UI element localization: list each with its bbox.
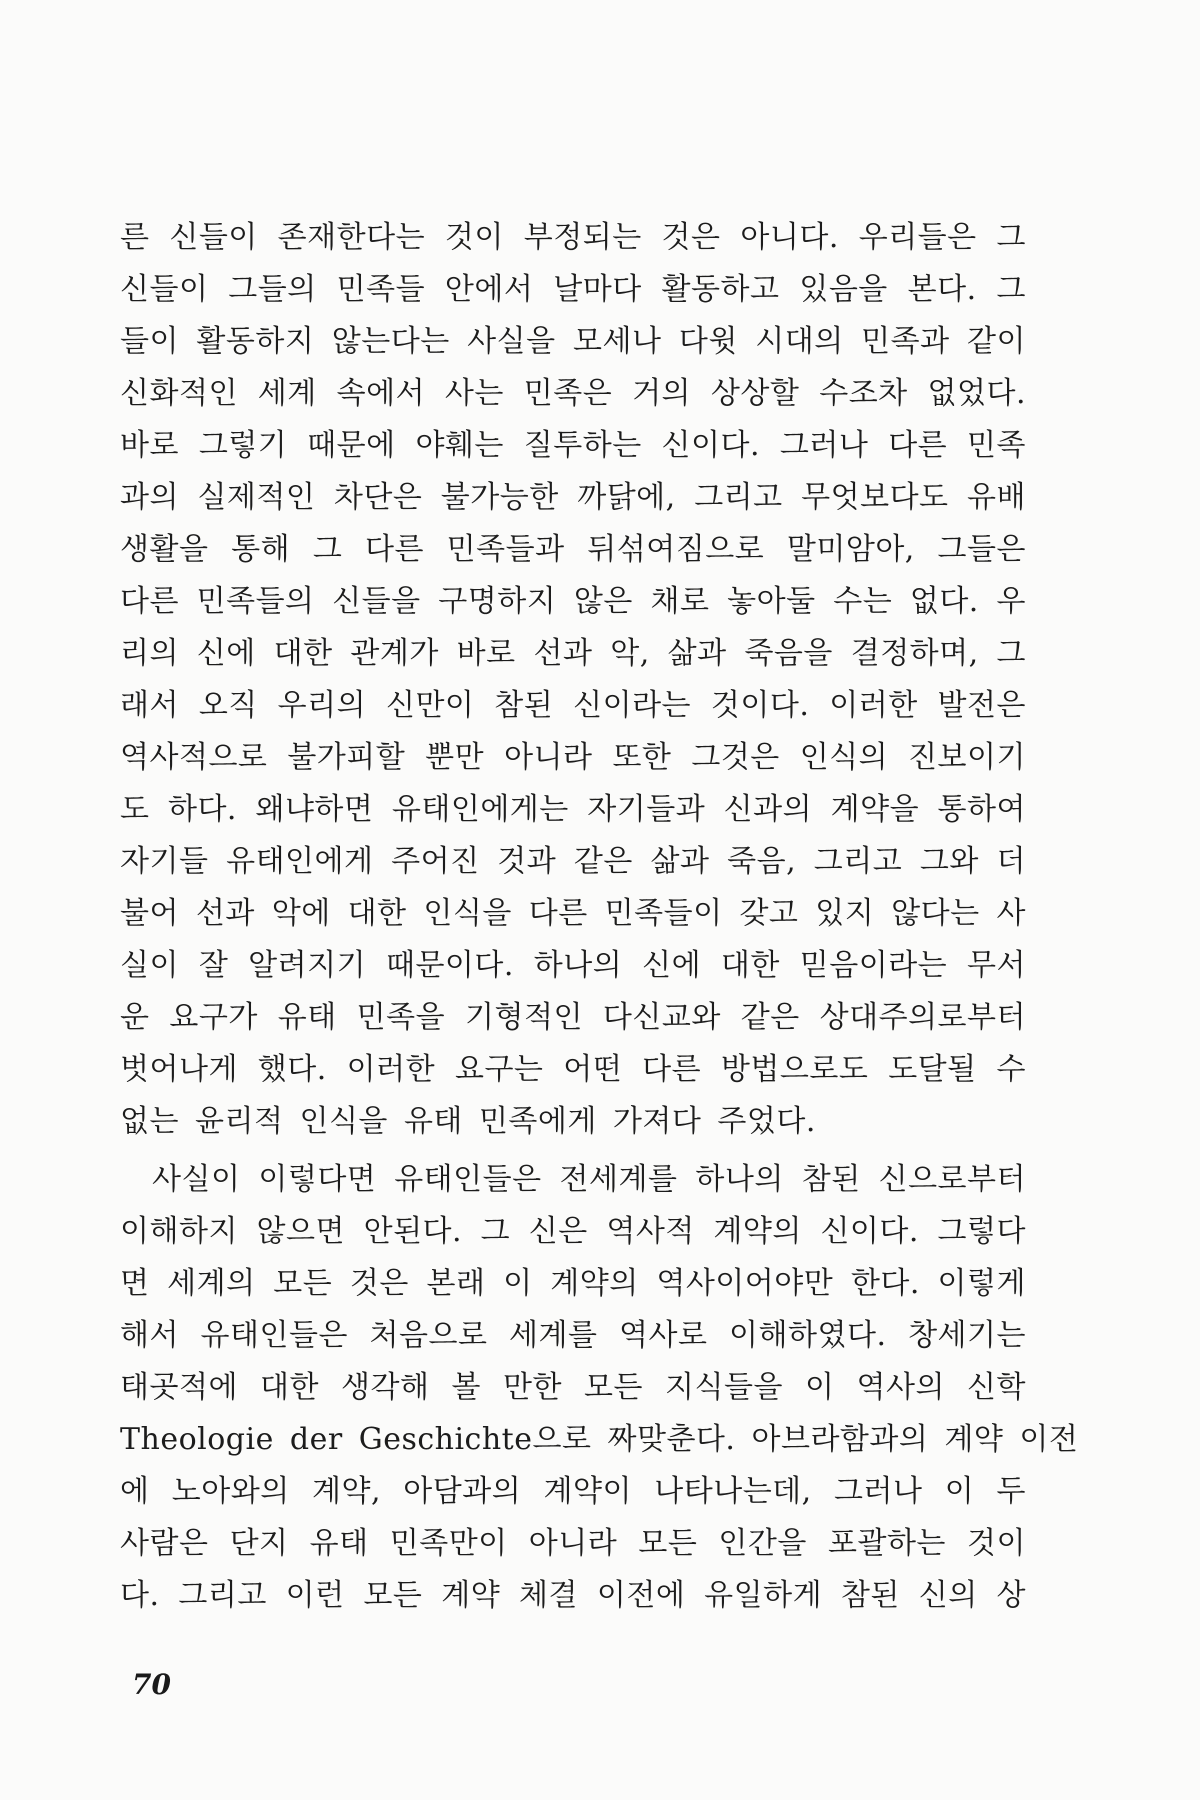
text-line: 신화적인 세계 속에서 사는 민족은 거의 상상할 수조차 없었다. bbox=[120, 376, 1026, 411]
page-number: 70 bbox=[132, 1668, 171, 1701]
text-line: 이해하지 않으면 안된다. 그 신은 역사적 계약의 신이다. 그렇다 bbox=[120, 1214, 1026, 1249]
text-line: 생활을 통해 그 다른 민족들과 뒤섞여짐으로 말미암아, 그들은 bbox=[120, 532, 1026, 567]
text-line: 리의 신에 대한 관계가 바로 선과 악, 삶과 죽음을 결정하며, 그 bbox=[120, 636, 1026, 671]
text-line: 다른 민족들의 신들을 구명하지 않은 채로 놓아둘 수는 없다. 우 bbox=[120, 584, 1026, 619]
text-line: Theologie der Geschichte으로 짜맞춘다. 아브라함과의 계약 이전 bbox=[120, 1422, 1079, 1457]
paragraph-start-line: 사실이 이렇다면 유태인들은 전세계를 하나의 참된 신으로부터 bbox=[152, 1162, 1026, 1197]
text-line: 태곳적에 대한 생각해 볼 만한 모든 지식들을 이 역사의 신학 bbox=[120, 1370, 1026, 1405]
text-line: 실이 잘 알려지기 때문이다. 하나의 신에 대한 믿음이라는 무서 bbox=[120, 948, 1026, 983]
body-text bbox=[120, 212, 1079, 1622]
text-line: 도 하다. 왜냐하면 유태인에게는 자기들과 신과의 계약을 통하여 bbox=[120, 792, 1026, 827]
text-line: 들이 활동하지 않는다는 사실을 모세나 다윗 시대의 민족과 같이 bbox=[120, 324, 1026, 359]
text-line: 신들이 그들의 민족들 안에서 날마다 활동하고 있음을 본다. 그 bbox=[120, 272, 1026, 307]
text-line: 자기들 유태인에게 주어진 것과 같은 삶과 죽음, 그리고 그와 더 bbox=[120, 844, 1026, 879]
text-line: 에 노아와의 계약, 아담과의 계약이 나타나는데, 그러나 이 두 bbox=[120, 1474, 1026, 1509]
text-line: 벗어나게 했다. 이러한 요구는 어떤 다른 방법으로도 도달될 수 bbox=[120, 1052, 1026, 1087]
text-line: 바로 그렇기 때문에 야훼는 질투하는 신이다. 그러나 다른 민족 bbox=[120, 428, 1026, 463]
text-line: 해서 유태인들은 처음으로 세계를 역사로 이해하였다. 창세기는 bbox=[120, 1318, 1026, 1353]
text-line: 면 세계의 모든 것은 본래 이 계약의 역사이어야만 한다. 이렇게 bbox=[120, 1266, 1026, 1301]
text-line: 과의 실제적인 차단은 불가능한 까닭에, 그리고 무엇보다도 유배 bbox=[120, 480, 1026, 515]
text-line: 사람은 단지 유태 민족만이 아니라 모든 인간을 포괄하는 것이 bbox=[120, 1526, 1026, 1561]
text-line: 불어 선과 악에 대한 인식을 다른 민족들이 갖고 있지 않다는 사 bbox=[120, 896, 1026, 931]
text-line: 래서 오직 우리의 신만이 참된 신이라는 것이다. 이러한 발전은 bbox=[120, 688, 1026, 723]
paragraph-end-line: 없는 윤리적 인식을 유태 민족에게 가져다 주었다. bbox=[120, 1104, 816, 1139]
text-line: 역사적으로 불가피할 뿐만 아니라 또한 그것은 인식의 진보이기 bbox=[120, 740, 1026, 775]
text-line: 른 신들이 존재한다는 것이 부정되는 것은 아니다. 우리들은 그 bbox=[120, 220, 1026, 255]
text-line: 운 요구가 유태 민족을 기형적인 다신교와 같은 상대주의로부터 bbox=[120, 1000, 1026, 1035]
text-line: 다. 그리고 이런 모든 계약 체결 이전에 유일하게 참된 신의 상 bbox=[120, 1578, 1026, 1613]
